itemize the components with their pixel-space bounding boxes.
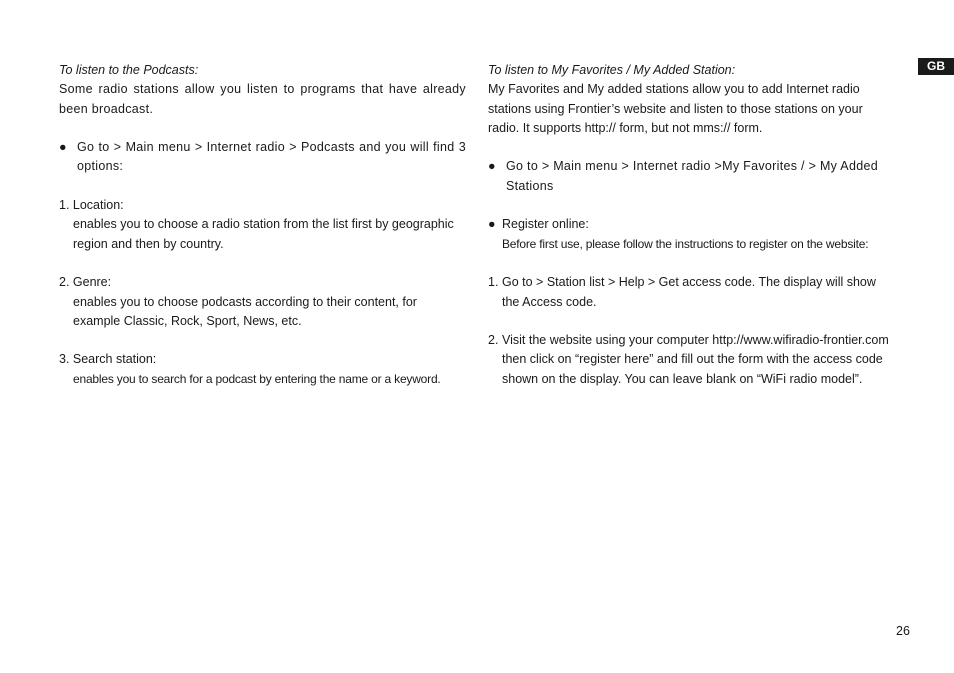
favorites-bullet <box>488 157 895 196</box>
option-search-station <box>59 350 466 389</box>
bullet-icon: ● <box>59 140 67 155</box>
register-bullet <box>488 215 895 254</box>
step-2 <box>488 331 895 389</box>
right-column <box>488 61 895 389</box>
favorites-heading: To listen to My Favorites / My Added Station: <box>488 63 736 77</box>
option-desc: enables you to choose a radio station from the list first by geographic region and then by country. <box>73 217 454 251</box>
step-number: 2. <box>488 333 499 348</box>
favorites-intro: My Favorites and My added stations allow you to add Internet radio stations using Frontier’s website and listen to those stations on your radio. It supports http:// form, but not mms:// form. <box>488 82 863 135</box>
left-column <box>59 61 466 389</box>
option-title: 2. Genre: <box>59 275 112 290</box>
podcasts-bullet-text: Go to > Main menu > Internet radio > Podcasts and you will find 3 options: <box>77 140 466 174</box>
option-desc: enables you to choose podcasts according to their content, for example Classic, Rock, Sport, News, etc. <box>73 294 417 328</box>
option-title: 1. Location: <box>59 198 124 213</box>
register-title: Register online: <box>502 217 589 232</box>
option-desc: enables you to search for a podcast by entering the name or a keyword. <box>73 371 441 386</box>
register-desc: Before first use, please follow the instructions to register on the website: <box>502 236 869 251</box>
step-1 <box>488 273 895 312</box>
language-badge: GB <box>918 58 954 75</box>
favorites-bullet-text: Go to > Main menu > Internet radio >My Favorites / > My Added Stations <box>506 159 878 193</box>
podcasts-intro: Some radio stations allow you listen to programs that have already been broadcast. <box>59 82 466 116</box>
bullet-icon: ● <box>488 217 496 232</box>
podcasts-heading: To listen to the Podcasts: <box>59 63 199 77</box>
option-location <box>59 196 466 254</box>
option-title: 3. Search station: <box>59 352 157 367</box>
option-genre <box>59 273 466 331</box>
page-number: 26 <box>896 624 910 638</box>
bullet-icon: ● <box>488 159 496 174</box>
step-text: Visit the website using your computer http://www.wifiradio-frontier.com then click on “register here” and fill out the form with the access code shown on the display. You can leave blank on “WiFi radio model”. <box>502 333 889 386</box>
step-text: Go to > Station list > Help > Get access code. The display will show the Access code. <box>502 275 876 309</box>
podcasts-bullet <box>59 138 466 177</box>
step-number: 1. <box>488 275 499 290</box>
